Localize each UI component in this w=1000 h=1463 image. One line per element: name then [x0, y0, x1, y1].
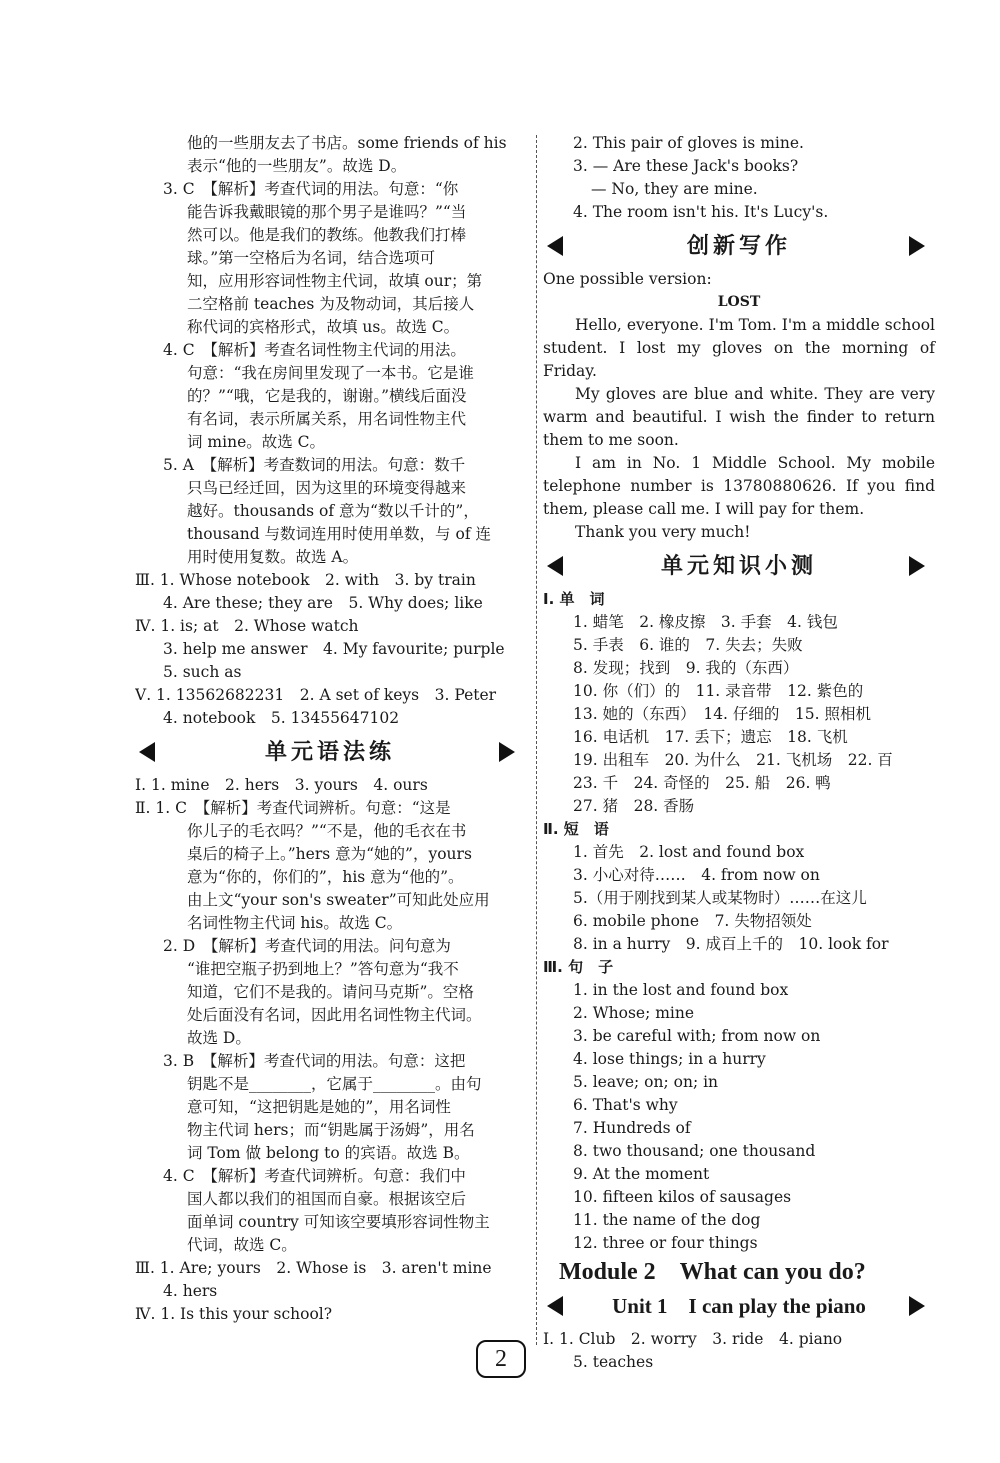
answer-line: 6. mobile phone 7. 失物招领处	[573, 912, 812, 930]
answer-line: 他的一些朋友去了书店。some friends of his	[187, 134, 507, 152]
answer-line: 7. Hundreds of	[573, 1119, 691, 1137]
answer-line: 面单词 country 可知该空要填形容词性物主	[187, 1213, 490, 1231]
answer-line: 5. 手表 6. 谁的 7. 失去；失败	[573, 636, 803, 654]
answer-line: 句意：“我在房间里发现了一本书。它是谁	[187, 364, 474, 382]
answer-line: 知道，它们不是我的。请问马克斯”。空格	[187, 983, 474, 1001]
answer-line: 5. A 【解析】考查数词的用法。句意：数千	[163, 456, 466, 474]
answer-line: Ⅲ. 1. Whose notebook 2. with 3. by train	[135, 571, 476, 589]
answer-line: “谁把空瓶子扔到地上？”答句意为“我不	[187, 960, 459, 978]
triangle-right-icon	[909, 236, 925, 256]
page-number: 2	[476, 1340, 526, 1378]
answer-line: 2. D 【解析】考查代词的用法。问句意为	[163, 937, 451, 955]
answer-line: Ⅳ. 1. Is this your school?	[135, 1305, 333, 1323]
answer-line: Ⅱ. 1. C 【解析】考查代词辨析。句意：“这是	[135, 799, 451, 817]
writing-paragraph: My gloves are blue and white. They are very warm and beautiful. I wish the finder to return them to me soon.	[543, 385, 935, 449]
answer-line: Ⅲ. 句 子	[543, 958, 614, 976]
answer-line: 意为“你的，你们的”，his 意为“他的”。	[187, 868, 464, 886]
answer-line: Ⅴ. 1. 13562682231 2. A set of keys 3. Peter	[135, 686, 497, 704]
answer-line: 4. notebook 5. 13455647102	[163, 709, 400, 727]
answer-line: 13. 她的（东西） 14. 仔细的 15. 照相机	[573, 705, 871, 723]
answer-line: 用时使用复数。故选 A。	[187, 548, 359, 566]
answer-line: 27. 猪 28. 香肠	[573, 797, 695, 815]
answer-line: Ⅱ. 短 语	[543, 820, 609, 838]
answer-line: 10. 你（们）的 11. 录音带 12. 紫色的	[573, 682, 864, 700]
grammar-banner	[135, 734, 525, 770]
answer-line: 球。”第一空格后为名词，结合选项可	[187, 249, 436, 267]
writing-intro: One possible version:	[543, 270, 712, 288]
answer-line: 8. in a hurry 9. 成百上千的 10. look for	[573, 935, 889, 953]
answer-line: 的？”“哦，它是我的，谢谢。”横线后面没	[187, 387, 467, 405]
left-column	[135, 132, 525, 1326]
answer-line: 5. leave; on; on; in	[573, 1073, 719, 1091]
answer-line: 能告诉我戴眼镜的那个男子是谁吗？”“当	[187, 203, 467, 221]
answer-line: 名词性物主代词 his。故选 C。	[187, 914, 403, 932]
writing-banner	[543, 228, 935, 264]
quiz-banner	[543, 548, 935, 584]
answer-line: Ⅲ. 1. Are; yours 2. Whose is 3. aren't mine	[135, 1259, 492, 1277]
answer-line: Ⅰ. 1. Club 2. worry 3. ride 4. piano	[543, 1330, 843, 1348]
answer-line: 4. C 【解析】考查名词性物主代词的用法。	[163, 341, 466, 359]
answer-line: thousand 与数词连用时使用单数，与 of 连	[187, 525, 491, 543]
answer-line: 10. fifteen kilos of sausages	[573, 1188, 792, 1206]
answer-line: 表示“他的一些朋友”。故选 D。	[187, 157, 407, 175]
answer-line: 23. 千 24. 奇怪的 25. 船 26. 鸭	[573, 774, 831, 792]
answer-line: 4. hers	[163, 1282, 218, 1300]
answer-line: 处后面没有名词，因此用名词性物主代词。	[187, 1006, 482, 1024]
triangle-left-icon	[547, 236, 563, 256]
answer-line: 9. At the moment	[573, 1165, 710, 1183]
grammar-banner-title: 单元语法练	[264, 739, 395, 765]
answer-line: 物主代词 hers；而“钥匙属于汤姆”，用名	[187, 1121, 475, 1139]
answer-line: 5.（用于刚找到某人或某物时）……在这儿	[573, 889, 867, 907]
answer-line: 1. 蜡笔 2. 橡皮擦 3. 手套 4. 钱包	[573, 613, 838, 631]
answer-line: 桌后的椅子上。”hers 意为“她的”，yours	[187, 845, 472, 863]
answer-line: 然可以。他是我们的教练。他教我们打棒	[187, 226, 467, 244]
answer-line: 1. in the lost and found box	[573, 981, 789, 999]
answer-line: 1. 首先 2. lost and found box	[573, 843, 805, 861]
writing-paragraph: Hello, everyone. I'm Tom. I'm a middle school student. I lost my gloves on the morning of Friday.	[543, 316, 935, 380]
answer-line: 钥匙不是________，它属于________。由句	[187, 1075, 482, 1093]
answer-line: 意可知，“这把钥匙是她的”，用名词性	[187, 1098, 451, 1116]
answer-line: 2. Whose; mine	[573, 1004, 695, 1022]
answer-line: 12. three or four things	[573, 1234, 758, 1252]
answer-line: 4. The room isn't his. It's Lucy's.	[573, 203, 829, 221]
unit-banner	[543, 1288, 935, 1324]
answer-line: 只鸟已经迁回，因为这里的环境变得越来	[187, 479, 467, 497]
answer-line: 2. This pair of gloves is mine.	[573, 134, 804, 152]
triangle-right-icon	[909, 556, 925, 576]
answer-line: 6. That's why	[573, 1096, 678, 1114]
triangle-right-icon	[499, 742, 515, 762]
answer-line: 代词，故选 C。	[187, 1236, 297, 1254]
answer-line: 有名词，表示所属关系，用名词性物主代	[187, 410, 467, 428]
writing-paragraph: Thank you very much!	[575, 523, 751, 541]
answer-line: 4. lose things; in a hurry	[573, 1050, 766, 1068]
answer-line: 由上文“your son's sweater”可知此处应用	[187, 891, 490, 909]
answer-line: 3. B 【解析】考查代词的用法。句意：这把	[163, 1052, 466, 1070]
answer-line: Ⅰ. 单 词	[543, 590, 605, 608]
answer-line: 19. 出租车 20. 为什么 21. 飞机场 22. 百	[573, 751, 893, 769]
unit-answers	[543, 1328, 935, 1374]
module-title: Module 2 What can you do?	[559, 1259, 866, 1285]
unit-banner-title: Unit 1 I can play the piano	[612, 1293, 866, 1318]
column-divider	[536, 135, 538, 1345]
answer-line: 你儿子的毛衣吗？”“不是，他的毛衣在书	[187, 822, 467, 840]
answer-line: 二空格前 teaches 为及物动词，其后接人	[187, 295, 475, 313]
writing-title: LOST	[717, 294, 761, 310]
triangle-left-icon	[139, 742, 155, 762]
answer-line: 8. two thousand; one thousand	[573, 1142, 816, 1160]
answer-line: 知，应用形容词性物主代词，故填 our；第	[187, 272, 483, 290]
triangle-left-icon	[547, 556, 563, 576]
answer-line: Ⅳ. 1. is; at 2. Whose watch	[135, 617, 359, 635]
writing-body	[543, 314, 935, 544]
answer-line: 11. the name of the dog	[573, 1211, 761, 1229]
answer-line: 3. — Are these Jack's books?	[573, 157, 799, 175]
answer-line: 5. teaches	[573, 1353, 654, 1371]
triangle-left-icon	[547, 1296, 563, 1316]
answer-line: 16. 电话机 17. 丢下；遗忘 18. 飞机	[573, 728, 848, 746]
answers-continued	[543, 132, 935, 224]
answer-line: 3. 小心对待…… 4. from now on	[573, 866, 820, 884]
quiz-answers	[543, 588, 935, 1255]
answer-line: 词 mine。故选 C。	[187, 433, 326, 451]
answer-line: 3. C 【解析】考查代词的用法。句意：“你	[163, 180, 459, 198]
triangle-right-icon	[909, 1296, 925, 1316]
answer-line: 称代词的宾格形式，故填 us。故选 C。	[187, 318, 460, 336]
answer-line: 词 Tom 做 belong to 的宾语。故选 B。	[187, 1144, 470, 1162]
writing-banner-title: 创新写作	[686, 233, 791, 259]
answer-line: 国人都以我们的祖国而自豪。根据该空后	[187, 1190, 467, 1208]
answer-line: 8. 发现；找到 9. 我的（东西）	[573, 659, 799, 677]
writing-paragraph: I am in No. 1 Middle School. My mobile telephone number is 13780880626. If you find them, please call me. I will pay for them.	[543, 454, 935, 518]
answer-line: 故选 D。	[187, 1029, 251, 1047]
answer-line: — No, they are mine.	[591, 180, 758, 198]
answer-line: 3. be careful with; from now on	[573, 1027, 821, 1045]
answer-line: 越好。thousands of 意为“数以千计的”，	[187, 502, 479, 520]
answer-line: 5. such as	[163, 663, 242, 681]
quiz-banner-title: 单元知识小测	[660, 553, 817, 579]
answer-line: 4. Are these; they are 5. Why does; like	[163, 594, 483, 612]
answer-line: Ⅰ. 1. mine 2. hers 3. yours 4. ours	[135, 776, 428, 794]
answer-line: 3. help me answer 4. My favourite; purple	[163, 640, 505, 658]
right-column	[543, 132, 935, 1374]
answer-line: 4. C 【解析】考查代词辨析。句意：我们中	[163, 1167, 466, 1185]
